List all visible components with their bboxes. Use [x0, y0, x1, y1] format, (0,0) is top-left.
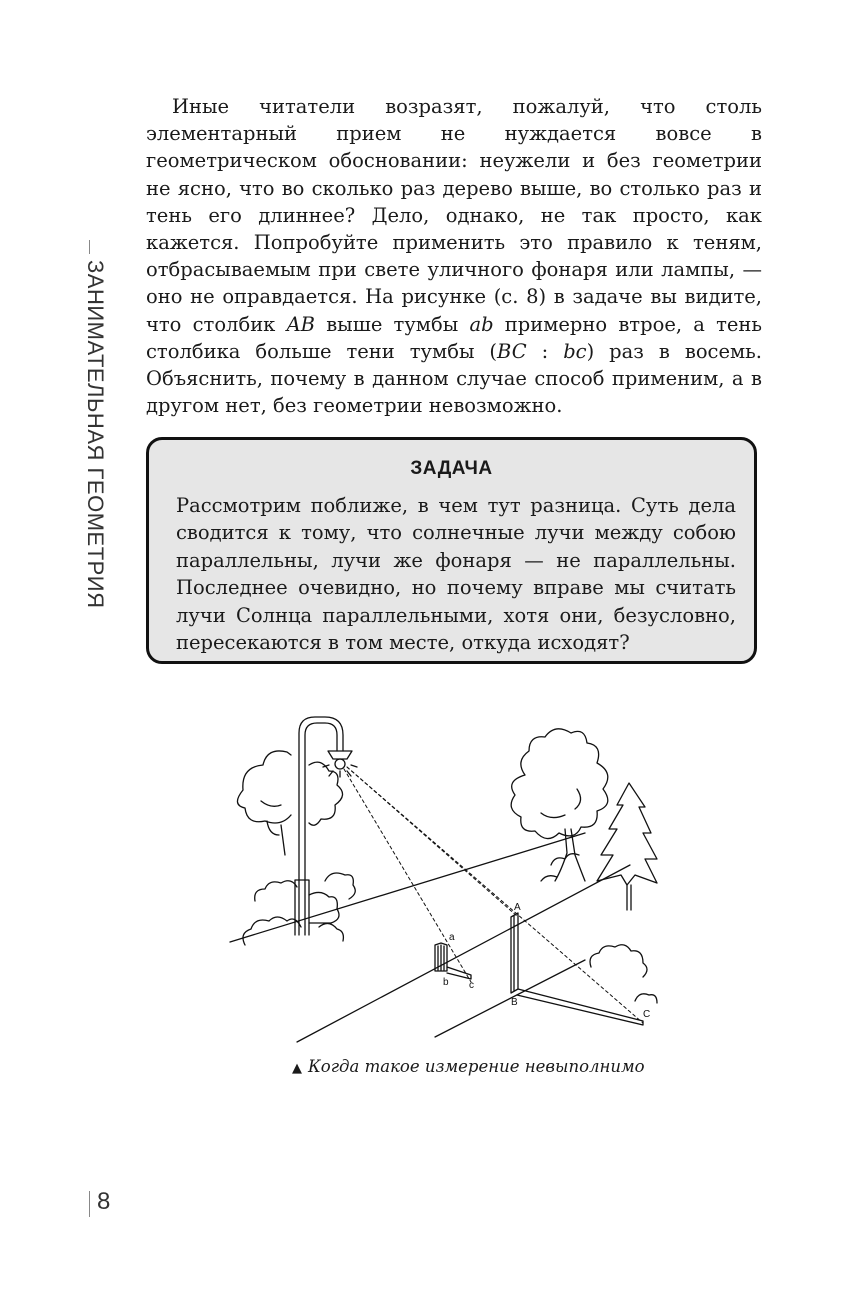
para-ab-upper: AB — [286, 312, 315, 336]
body-paragraph — [146, 93, 762, 419]
ground-line-right — [435, 960, 585, 1037]
label-B: B — [511, 997, 518, 1008]
para-colon: : — [526, 339, 564, 363]
left-tree — [237, 751, 291, 823]
para-text-1: Иные читатели возразят, пожалуй, что столь элементарный прием не нуждается вовсе в геометрическом обосновании: неужели и без геометрии не ясно, что во сколько раз дерево выше, во столько раз и тень его длиннее? Дело, однако, не так просто, как кажется. Попробуйте применить это правило к теням, отбрасываемым при свете уличного фонаря или лампы, — оно не оправдается. На рисунке (с. 8) в задаче вы видите, что столбик — [146, 95, 762, 336]
task-box — [146, 437, 757, 664]
ground-line-upper — [230, 833, 585, 942]
para-ab-lower: ab — [469, 312, 494, 336]
caption-text: Когда такое измерение невыполнимо — [308, 1057, 645, 1076]
label-a: a — [449, 932, 455, 943]
lamp-post-base — [295, 880, 309, 935]
fir-tree — [597, 783, 657, 885]
shadow-bc — [447, 967, 471, 979]
para-text-2: выше тумбы — [315, 312, 470, 336]
task-title: ЗАДАЧА — [410, 458, 493, 479]
page-number: 8 — [97, 1188, 111, 1215]
figure-caption — [292, 1057, 645, 1076]
ray-to-c — [344, 769, 471, 982]
label-c: c — [469, 980, 474, 991]
right-bush — [590, 945, 647, 977]
lamp-head-icon — [328, 751, 352, 759]
label-A: A — [514, 902, 521, 913]
ground-line-lower — [297, 865, 630, 1042]
page-number-rule — [89, 1191, 90, 1217]
task-text: Рассмотрим поближе, в чем тут разница. Суть дела сводится к тому, что солнечные лучи между собою параллельны, лучи же фонаря — не параллельны. Последнее очевидно, но почему вправе мы считать лучи Солнца параллельными, хотя они, безусловно, пересекаются в том месте, откуда исходят? — [176, 494, 736, 655]
left-bush — [255, 881, 339, 923]
sidebar — [78, 240, 118, 609]
street-lamp-illustration — [225, 705, 665, 1050]
label-C: C — [643, 1009, 651, 1020]
para-bc-upper: BC — [497, 339, 527, 363]
running-title: ЗАНИМАТЕЛЬНАЯ ГЕОМЕТРИЯ — [83, 260, 108, 609]
para-text-4: ) раз в восемь. Объяснить, почему в данном случае способ применим, а в другом нет, без геометрии невозможно. — [146, 339, 762, 418]
caption-triangle-icon: ▲ — [292, 1061, 302, 1076]
para-bc-lower: bc — [563, 339, 587, 363]
label-b: b — [443, 977, 449, 988]
sidebar-rule — [89, 240, 90, 254]
para-text-3: примерно втрое, а тень столбика больше тени тумбы ( — [146, 312, 763, 363]
right-tree — [511, 729, 608, 839]
ray-to-C — [347, 767, 643, 1023]
